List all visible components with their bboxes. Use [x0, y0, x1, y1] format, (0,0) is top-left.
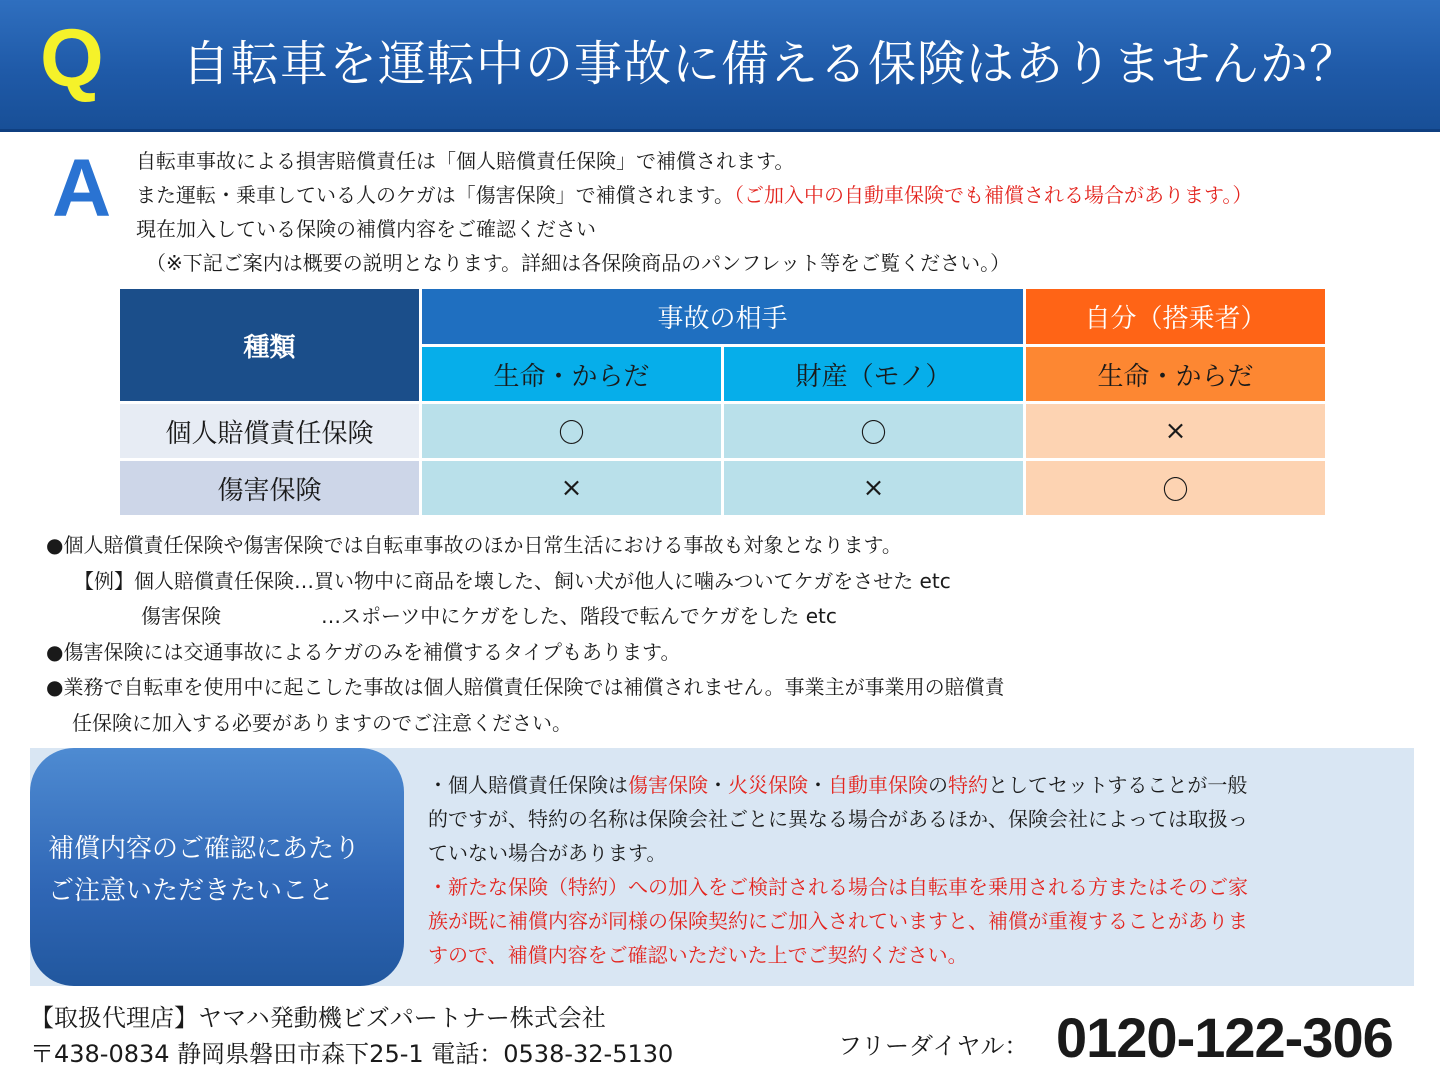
caution-highlight: 自動車保険: [828, 773, 928, 797]
cell-mark: ×: [421, 460, 723, 517]
header-other-body: 生命・からだ: [421, 346, 723, 403]
row-label-liability: 個人賠償責任保険: [119, 403, 421, 460]
header-kind: 種類: [119, 288, 421, 403]
caution-line-5: 族が既に補償内容が同様の保険契約にご加入されていますと、補償が重複することがありま: [428, 909, 1248, 933]
caution-text-part: ・: [708, 773, 728, 797]
agency-info: [30, 1000, 673, 1072]
freedial-label: フリーダイヤル：: [838, 1032, 1029, 1060]
note-example-1: [46, 564, 1005, 600]
header-banner: [0, 0, 1440, 132]
caution-label: [48, 828, 360, 912]
caution-highlight: 傷害保険: [628, 773, 708, 797]
caution-line-3: ていない場合があります。: [428, 841, 667, 865]
header-self-body: 生命・からだ: [1025, 346, 1327, 403]
example-2-text: …スポーツ中にケガをした、階段で転んでケガをした etc: [321, 604, 837, 628]
cell-mark: ×: [1025, 403, 1327, 460]
intro-line-2-red: （ご加入中の自動車保険でも補償される場合があります。）: [734, 183, 1253, 207]
note-2: ●傷害保険には交通事故によるケガのみを補償するタイプもあります。: [46, 639, 681, 664]
caution-line-4: ・新たな保険（特約）への加入をご検討される場合は自転車を乗用される方またはそのご家: [428, 875, 1248, 899]
example-1-text: …買い物中に商品を壊した、飼い犬が他人に噛みついてケガをさせた etc: [294, 568, 951, 593]
caution-highlight: 特約: [948, 773, 988, 797]
intro-line-2: [136, 178, 1252, 212]
a-letter: A: [52, 143, 112, 234]
intro-line-1: 自転車事故による損害賠償責任は「個人賠償責任保険」で補償されます。: [136, 149, 795, 173]
note-1: ●個人賠償責任保険や傷害保険では自転車事故のほか日常生活における事故も対象となります。: [46, 533, 902, 557]
example-2-prefix: 傷害保険: [141, 604, 221, 628]
note-example-2: [46, 599, 1005, 635]
caution-label-line-1: 補償内容のご確認にあたり: [48, 834, 361, 864]
answer-intro: [136, 144, 1252, 280]
table-row: [119, 460, 1327, 517]
cell-mark: 〇: [1025, 460, 1327, 517]
caution-text-part: ・個人賠償責任保険は: [428, 773, 628, 797]
cell-mark: ×: [723, 460, 1025, 517]
caution-line-2: 的ですが、特約の名称は保険会社ごとに異なる場合があるほか、保険会社によっては取扱っ: [428, 807, 1248, 831]
row-label-injury: 傷害保険: [119, 460, 421, 517]
q-letter: Q: [40, 13, 104, 104]
caution-text-part: ・: [808, 773, 828, 797]
intro-line-4: （※下記ご案内は概要の説明となります。詳細は各保険商品のパンフレット等をご覧ください。）: [146, 251, 1011, 275]
caution-text-part: としてセットすることが一般: [988, 773, 1248, 797]
header-other-property: 財産（モノ）: [723, 346, 1025, 403]
caution-text: [428, 768, 1388, 972]
note-3-cont: 任保険に加入する必要がありますのでご注意ください。: [72, 710, 572, 735]
cell-mark: 〇: [421, 403, 723, 460]
note-3: ●業務で自転車を使用中に起こした事故は個人賠償責任保険では補償されません。事業主が事業用の賠償責: [46, 675, 1005, 699]
caution-label-line-2: ご注意いただきたいこと: [48, 876, 335, 906]
caution-highlight: 火災保険: [728, 773, 808, 797]
cell-mark: 〇: [723, 403, 1025, 460]
intro-line-3: 現在加入している保険の補償内容をご確認ください: [136, 217, 596, 241]
header-self: 自分（搭乗者）: [1025, 288, 1327, 346]
freedial-number[interactable]: 0120-122-306: [1056, 1006, 1393, 1069]
header-other-party: 事故の相手: [421, 288, 1025, 346]
caution-line-1: [428, 768, 1388, 802]
table-row: [119, 403, 1327, 460]
notes-section: [46, 528, 1005, 741]
coverage-table: [117, 286, 1328, 518]
example-1-prefix: 【例】個人賠償責任保険: [74, 568, 294, 593]
caution-line-6: すので、補償内容をご確認いただいた上でご契約ください。: [428, 943, 968, 967]
question-title: 自転車を運転中の事故に備える保険はありませんか？: [182, 36, 1359, 92]
agency-name: 【取扱代理店】ヤマハ発動機ビズパートナー株式会社: [30, 1004, 606, 1032]
agency-address: 〒438-0834 静岡県磐田市森下25-1 電話：0538-32-5130: [30, 1040, 674, 1068]
caution-text-part: の: [928, 773, 948, 797]
intro-line-2-main: また運転・乗車している人のケガは「傷害保険」で補償されます。: [136, 183, 734, 207]
